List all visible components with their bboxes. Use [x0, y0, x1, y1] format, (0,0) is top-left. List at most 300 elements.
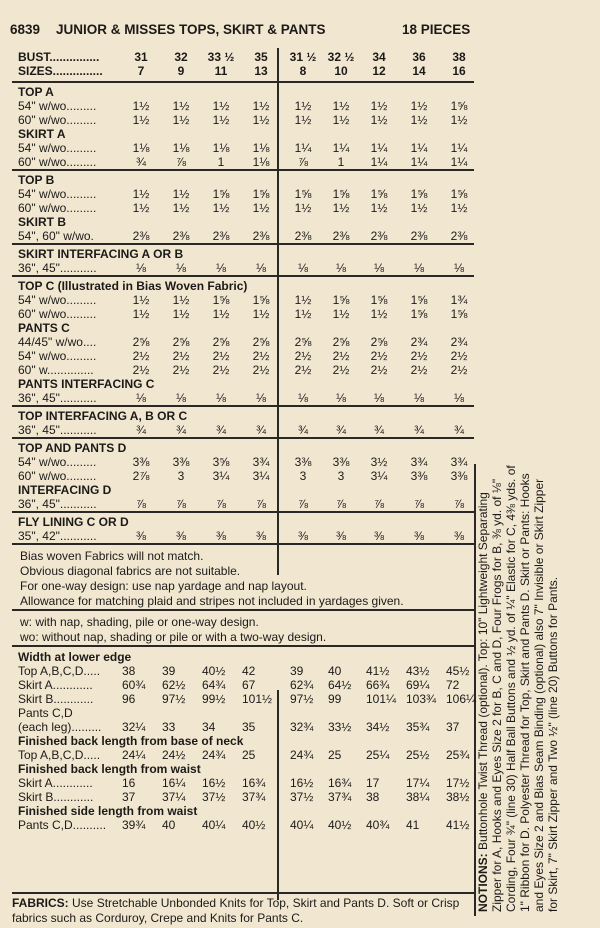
measurement-value: 37 [446, 720, 460, 734]
note-line: Bias woven Fabrics will not match. [20, 549, 204, 563]
yardage-value: ⅛ [175, 391, 186, 405]
yardage-value: 1½ [294, 293, 312, 307]
yardage-value: 1½ [172, 201, 190, 215]
measurement-row [12, 818, 474, 832]
yardage-value: 2½ [212, 363, 230, 377]
measurement-value: 24¾ [290, 748, 314, 762]
measurement-row [12, 706, 474, 720]
yardage-value: 1¼ [450, 141, 468, 155]
yardage-value: 3⅜ [132, 455, 150, 469]
yardage-value: ⅛ [453, 261, 464, 275]
yardage-value: ⅜ [255, 529, 266, 543]
measurement-value: 39 [290, 664, 304, 678]
yardage-value: ⅛ [297, 391, 308, 405]
section-title: TOP C (Illustrated in Bias Woven Fabric) [18, 279, 248, 293]
yardage-value: 2⅞ [132, 469, 150, 483]
measurement-value: 99½ [202, 692, 226, 706]
yardage-value: 1½ [212, 99, 230, 113]
yardage-value: 2½ [212, 349, 230, 363]
measurement-value: 16¾ [328, 776, 352, 790]
yardage-row [12, 455, 474, 469]
size-value: 7 [137, 64, 145, 78]
row-label: 60" w/wo......... [18, 201, 97, 215]
yardage-value: 3⅜ [172, 455, 190, 469]
yardage-value: 1½ [132, 113, 150, 127]
yardage-value: ¾ [373, 423, 384, 437]
measurement-value: 101¼ [366, 692, 397, 706]
yardage-value: 1¼ [370, 141, 388, 155]
measurement-value: 25 [328, 748, 342, 762]
section-title: TOP B [18, 173, 55, 187]
yardage-table [12, 81, 477, 832]
yardage-value: 1¼ [450, 155, 468, 169]
yardage-value: ⅛ [413, 261, 424, 275]
yardage-value: 1½ [132, 99, 150, 113]
yardage-value: 1½ [294, 113, 312, 127]
yardage-value: ¾ [335, 423, 346, 437]
row-label: 54" w/wo......... [18, 141, 97, 155]
yardage-value: 2½ [450, 363, 468, 377]
size-value: 14 [412, 64, 426, 78]
yardage-section [12, 321, 474, 377]
row-label: 54" w/wo......... [18, 293, 97, 307]
section-title: FLY LINING C OR D [18, 515, 129, 529]
yardage-value: 2½ [252, 349, 270, 363]
yardage-value: 2⅝ [332, 335, 350, 349]
row-label: (each leg)......... [18, 720, 102, 734]
size-value: 9 [177, 64, 185, 78]
yardage-value: 1½ [132, 307, 150, 321]
yardage-section [12, 215, 474, 243]
section-title: TOP INTERFACING A, B OR C [18, 409, 188, 423]
yardage-value: 3¼ [212, 469, 230, 483]
sizes-row [12, 64, 468, 78]
size-value: 13 [254, 64, 268, 78]
yardage-value: ⅜ [297, 529, 308, 543]
yardage-value: 1⅝ [332, 293, 350, 307]
note-line: Obvious diagonal fabrics are not suitable. [20, 564, 241, 578]
yardage-value: 1⅛ [132, 141, 150, 155]
bust-label: BUST............... [18, 50, 100, 64]
yardage-value: 1½ [132, 293, 150, 307]
section-title: SKIRT INTERFACING A OR B [18, 247, 184, 261]
measurement-heading: Finished back length from base of neck [18, 734, 244, 748]
yardage-value: ⅛ [175, 261, 186, 275]
yardage-value: 1⅝ [410, 293, 428, 307]
yardage-row [12, 113, 474, 127]
yardage-value: ⅛ [135, 261, 146, 275]
yardage-value: 3½ [370, 455, 388, 469]
row-label: 44/45" w/wo.... [18, 335, 97, 349]
yardage-section [12, 81, 474, 127]
measurement-value: 16½ [290, 776, 314, 790]
yardage-value: ⅞ [335, 497, 346, 511]
fabrics-label: FABRICS: [12, 896, 69, 910]
yardage-value: 1½ [172, 307, 190, 321]
yardage-value: 2½ [132, 363, 150, 377]
row-label: 35", 42"........... [18, 529, 97, 543]
fabrics-text: Use Stretchable Unbonded Knits for Top, Skirt and Pants D. Soft or Crisp fabrics such as Corduroy, Crepe and Knits for Pants C. [12, 896, 460, 925]
yardage-value: 1¼ [294, 141, 312, 155]
yardage-value: ¾ [255, 423, 266, 437]
yardage-value: 1 [337, 155, 345, 169]
yardage-value: 2¾ [450, 335, 468, 349]
yardage-value: 1⅝ [252, 293, 270, 307]
measurement-value: 39 [162, 664, 176, 678]
measurement-value: 33½ [328, 720, 352, 734]
yardage-value: ⅛ [373, 391, 384, 405]
measurement-value: 67 [242, 678, 256, 692]
yardage-value: 3 [299, 469, 307, 483]
yardage-value: 1⅝ [410, 187, 428, 201]
yardage-value: 2⅜ [410, 229, 428, 243]
measurement-value: 97½ [290, 692, 314, 706]
yardage-value: 1⅝ [212, 293, 230, 307]
size-value: 11 [214, 64, 228, 78]
yardage-value: ¾ [413, 423, 424, 437]
yardage-value: 1½ [252, 201, 270, 215]
yardage-row [12, 529, 474, 543]
pattern-title: JUNIOR & MISSES TOPS, SKIRT & PANTS [56, 22, 326, 37]
bust-value: 31 [134, 50, 148, 64]
yardage-value: 1⅝ [410, 307, 428, 321]
yardage-value: ⅜ [175, 529, 186, 543]
yardage-value: ¾ [297, 423, 308, 437]
row-label: 54" w/wo......... [18, 187, 97, 201]
measurement-value: 34 [202, 720, 216, 734]
yardage-value: 2½ [332, 363, 350, 377]
bust-value: 38 [452, 50, 466, 64]
measurement-value: 97½ [162, 692, 186, 706]
row-label: 36", 45"........... [18, 423, 97, 437]
yardage-value: 2½ [172, 363, 190, 377]
yardage-value: 1½ [294, 307, 312, 321]
row-label: Skirt B............ [18, 790, 94, 804]
yardage-value: 1¼ [370, 155, 388, 169]
yardage-value: 2⅜ [332, 229, 350, 243]
pieces-count: 18 PIECES [402, 22, 471, 37]
measurement-heading: Finished side length from waist [18, 804, 198, 818]
measurement-value: 35 [242, 720, 256, 734]
measurements-table [12, 645, 477, 832]
yardage-value: ⅞ [175, 155, 186, 169]
yardage-value: 2½ [410, 349, 428, 363]
measurement-value: 45½ [446, 664, 470, 678]
yardage-value: 1½ [450, 201, 468, 215]
yardage-value: ⅞ [413, 497, 424, 511]
note-line: w: with nap, shading, pile or one-way design. [20, 615, 259, 629]
measurement-value: 17¼ [406, 776, 430, 790]
yardage-value: 1½ [294, 99, 312, 113]
yardage-value: 2⅜ [450, 229, 468, 243]
yardage-value: 2½ [252, 363, 270, 377]
yardage-value: 1½ [172, 113, 190, 127]
yardage-value: 1½ [332, 99, 350, 113]
yardage-row [12, 141, 474, 155]
yardage-value: ⅞ [373, 497, 384, 511]
measurement-value: 38¼ [406, 790, 430, 804]
yardage-value: ⅛ [335, 391, 346, 405]
row-label: 60" w/wo......... [18, 469, 97, 483]
yardage-value: 1⅛ [252, 141, 270, 155]
yardage-row [12, 187, 474, 201]
yardage-row [12, 391, 474, 405]
note-line: For one-way design: use nap yardage and nap layout. [20, 579, 307, 593]
section-title: TOP A [18, 85, 54, 99]
measurement-value: 40½ [202, 664, 226, 678]
yardage-section [12, 169, 474, 215]
yardage-value: 1 [217, 155, 225, 169]
sizes-label: SIZES............... [18, 64, 103, 78]
measurement-value: 16½ [202, 776, 226, 790]
measurement-value: 38½ [446, 790, 470, 804]
yardage-value: 1½ [450, 113, 468, 127]
notions-note [476, 464, 560, 912]
measurement-value: 64½ [328, 678, 352, 692]
yardage-row [12, 307, 474, 321]
yardage-value: 1¼ [410, 141, 428, 155]
yardage-value: 1½ [172, 99, 190, 113]
measurement-value: 62½ [162, 678, 186, 692]
measurement-value: 60¾ [122, 678, 146, 692]
yardage-value: 2⅜ [294, 229, 312, 243]
measurement-value: 103¾ [406, 692, 437, 706]
yardage-value: ⅞ [297, 497, 308, 511]
yardage-value: 2⅜ [172, 229, 190, 243]
yardage-value: 1⅝ [370, 187, 388, 201]
yardage-value: 3¼ [252, 469, 270, 483]
yardage-value: ¾ [135, 423, 146, 437]
measurement-value: 16¼ [162, 776, 186, 790]
yardage-value: 2⅜ [132, 229, 150, 243]
yardage-value: 2⅜ [212, 229, 230, 243]
yardage-value: ⅜ [453, 529, 464, 543]
yardage-value: 1½ [252, 113, 270, 127]
yardage-value: 1½ [212, 307, 230, 321]
yardage-value: 1⅝ [450, 99, 468, 113]
yardage-value: ⅛ [373, 261, 384, 275]
yardage-value: 1⅛ [172, 141, 190, 155]
row-label: 54", 60" w/wo. [18, 229, 94, 243]
yardage-value: 1⅝ [332, 187, 350, 201]
yardage-value: 1½ [212, 113, 230, 127]
yardage-value: 1½ [132, 201, 150, 215]
yardage-section [12, 275, 474, 321]
yardage-value: ¾ [135, 155, 146, 169]
measurement-value: 42 [242, 664, 256, 678]
fabrics-note [12, 892, 474, 926]
row-label: 36", 45"........... [18, 497, 97, 511]
yardage-value: 2¾ [410, 335, 428, 349]
bust-value: 32 [174, 50, 188, 64]
measurement-value: 37½ [202, 790, 226, 804]
measurement-row [12, 664, 474, 678]
yardage-value: ⅜ [215, 529, 226, 543]
measurement-value: 24¾ [202, 748, 226, 762]
row-label: 60" w/wo......... [18, 155, 97, 169]
yardage-row [12, 155, 474, 169]
envelope-header [10, 22, 590, 40]
measurement-value: 38 [122, 664, 136, 678]
yardage-value: 1½ [370, 99, 388, 113]
measurement-value: 33 [162, 720, 176, 734]
measurement-value: 41½ [366, 664, 390, 678]
yardage-value: 1⅝ [252, 187, 270, 201]
yardage-value: 3¾ [410, 455, 428, 469]
yardage-value: 1½ [332, 201, 350, 215]
row-label: 54" w/wo......... [18, 455, 97, 469]
yardage-value: ⅞ [135, 497, 146, 511]
section-title: PANTS INTERFACING C [18, 377, 155, 391]
bust-value: 32 ½ [327, 50, 355, 64]
yardage-section [12, 127, 474, 169]
measurement-value: 24½ [162, 748, 186, 762]
section-title: INTERFACING D [18, 483, 112, 497]
yardage-value: ⅛ [453, 391, 464, 405]
row-label: 36", 45"........... [18, 261, 97, 275]
size-value: 8 [299, 64, 307, 78]
yardage-value: 2½ [132, 349, 150, 363]
yardage-value: 1½ [252, 99, 270, 113]
yardage-row [12, 469, 474, 483]
yardage-section [12, 437, 474, 483]
yardage-value: ¾ [215, 423, 226, 437]
yardage-value: 3⅜ [294, 455, 312, 469]
measurement-value: 37¼ [162, 790, 186, 804]
measurement-value: 69¼ [406, 678, 430, 692]
yardage-value: 2⅝ [370, 335, 388, 349]
yardage-value: 1½ [370, 113, 388, 127]
yardage-value: 1½ [172, 187, 190, 201]
bust-value: 35 [254, 50, 268, 64]
yardage-value: 3⅜ [450, 469, 468, 483]
row-label: 60" w/wo......... [18, 307, 97, 321]
yardage-value: 1¼ [332, 141, 350, 155]
yardage-value: 2½ [172, 349, 190, 363]
measurement-value: 41 [406, 818, 420, 832]
yardage-value: ⅛ [413, 391, 424, 405]
note-line: wo: without nap, shading or pile or with a two-way design. [20, 630, 327, 644]
measurement-value: 17 [366, 776, 380, 790]
yardage-value: 3 [337, 469, 345, 483]
measurement-row [12, 692, 477, 706]
measurement-value: 25½ [406, 748, 430, 762]
bust-row [12, 50, 468, 64]
row-label: 60" w.............. [18, 363, 94, 377]
yardage-row [12, 335, 474, 349]
measurement-value: 41½ [446, 818, 470, 832]
yardage-value: 3⅜ [410, 469, 428, 483]
measurement-value: 72 [446, 678, 460, 692]
notes-nap [12, 609, 474, 645]
yardage-value: ⅞ [453, 497, 464, 511]
yardage-value: 2½ [410, 363, 428, 377]
size-header [12, 50, 468, 78]
measurement-value: 32¼ [122, 720, 146, 734]
yardage-row [12, 349, 474, 363]
row-label: 36", 45"........... [18, 391, 97, 405]
yardage-value: 1½ [332, 307, 350, 321]
bust-value: 34 [372, 50, 386, 64]
section-title: SKIRT A [18, 127, 66, 141]
yardage-value: 1⅝ [450, 307, 468, 321]
measurement-value: 37¾ [242, 790, 266, 804]
measurement-value: 34½ [366, 720, 390, 734]
yardage-value: ⅜ [413, 529, 424, 543]
yardage-value: 1½ [370, 201, 388, 215]
yardage-value: 2⅜ [370, 229, 388, 243]
measurement-heading: Finished back length from waist [18, 762, 201, 776]
notions-text: Buttonhole Twist Thread (optional). Top: 10" Lightweight Separating Zipper for A, Hooks and Eyes Size 2 for B, C and D, Four Frogs for B, ⅜ yd. of ⅛" Cording, Four ¾" (line 30) Half Ball Buttons and ½ yd. of ¼" Elastic for C, 4⅜ yds. of 1" Ribbon for D. Polyester Thread for Top, Skirt and Pants D. Skirt or Pants: Hooks and Eyes Size 2 and Bias Seam Binding (optional) also 7" Invisible or Skirt Zipper for Skirt, 7" Skirt Zipper and Two ½" (line 20) Buttons for Pants. [476, 465, 560, 912]
yardage-section [12, 243, 474, 275]
yardage-value: ⅞ [175, 497, 186, 511]
yardage-value: ¾ [175, 423, 186, 437]
yardage-value: 3¼ [370, 469, 388, 483]
yardage-value: 2⅜ [252, 229, 270, 243]
yardage-value: 1½ [370, 307, 388, 321]
measurement-value: 25¼ [366, 748, 390, 762]
yardage-row [12, 363, 474, 377]
measurement-value: 101½ [242, 692, 273, 706]
notions-label: NOTIONS: [476, 853, 490, 912]
row-label: Skirt A............ [18, 776, 93, 790]
yardage-section [12, 405, 474, 437]
measurement-value: 40¼ [202, 818, 226, 832]
row-label: Pants C,D.......... [18, 818, 107, 832]
measurement-value: 40¾ [366, 818, 390, 832]
yardage-value: 3⅝ [212, 455, 230, 469]
yardage-value: 1⅛ [252, 155, 270, 169]
yardage-value: ⅞ [255, 497, 266, 511]
yardage-value: 1⅛ [212, 141, 230, 155]
bust-value: 33 ½ [207, 50, 235, 64]
yardage-value: ⅜ [335, 529, 346, 543]
note-line: Allowance for matching plaid and stripes not included in yardages given. [20, 594, 404, 608]
row-label: 54" w/wo......... [18, 349, 97, 363]
yardage-value: 1½ [410, 99, 428, 113]
bust-value: 31 ½ [289, 50, 317, 64]
measurement-heading: Width at lower edge [18, 650, 132, 664]
yardage-value: 2⅝ [212, 335, 230, 349]
yardage-value: 1½ [294, 201, 312, 215]
measurement-value: 35¾ [406, 720, 430, 734]
yardage-value: 3⅜ [332, 455, 350, 469]
bust-value: 36 [412, 50, 426, 64]
measurement-value: 40½ [242, 818, 266, 832]
notes-general [12, 543, 474, 609]
measurement-value: 66¾ [366, 678, 390, 692]
yardage-value: 1⅝ [212, 187, 230, 201]
measurement-row [12, 678, 474, 692]
yardage-value: 2⅝ [132, 335, 150, 349]
measurement-value: 16 [122, 776, 136, 790]
yardage-value: 1½ [410, 201, 428, 215]
yardage-value: ⅞ [297, 155, 308, 169]
yardage-value: 1⅝ [450, 187, 468, 201]
yardage-value: 2½ [370, 349, 388, 363]
yardage-value: 1¼ [410, 155, 428, 169]
measurement-value: 43½ [406, 664, 430, 678]
yardage-value: ⅜ [373, 529, 384, 543]
yardage-value: 2½ [294, 363, 312, 377]
row-label: Top A,B,C,D..... [18, 748, 101, 762]
row-label: Skirt B............ [18, 692, 94, 706]
measurement-row [12, 748, 474, 762]
yardage-row [12, 293, 474, 307]
yardage-value: 2⅝ [172, 335, 190, 349]
yardage-value: ¾ [453, 423, 464, 437]
yardage-row [12, 229, 474, 243]
